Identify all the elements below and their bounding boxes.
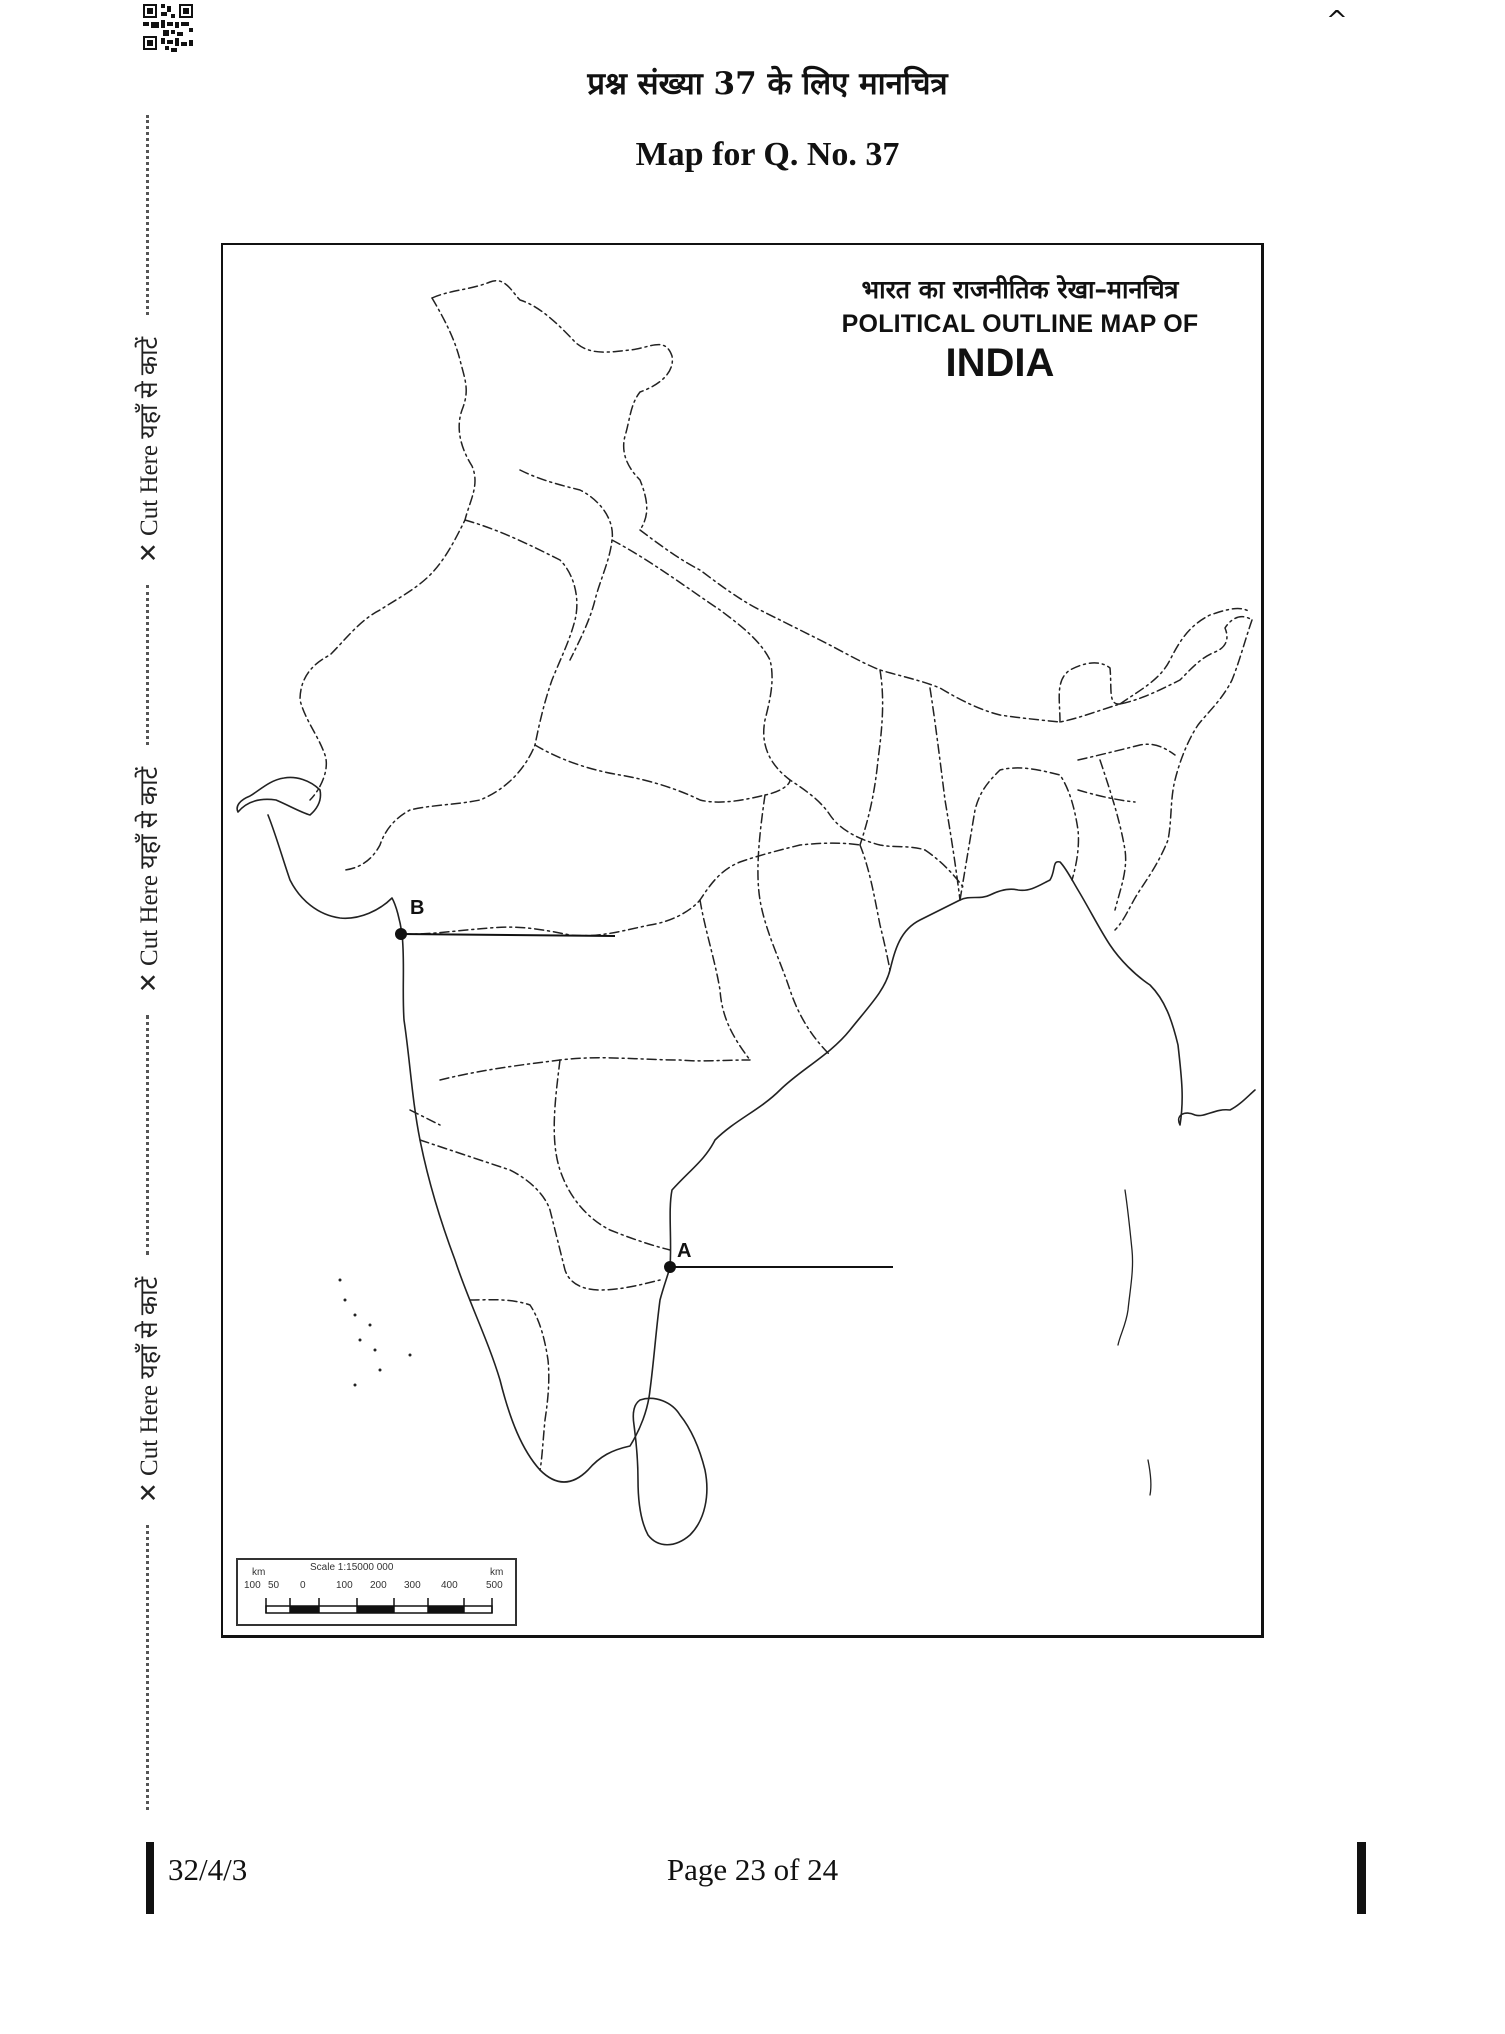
coastline-west [268,815,960,1482]
sri-lanka-outline [633,1398,707,1544]
scale-tick-label: 100 [336,1580,353,1591]
boundary-assam [1078,744,1175,910]
scale-unit-left: km [252,1567,266,1578]
boundary-odisha [860,845,890,970]
map-title-line1: POLITICAL OUTLINE MAP OF [841,310,1199,338]
cut-here-label: ✕ Cut Here यहाँ से काटें [136,1276,164,1504]
marker-b-point [395,928,407,940]
marker-a-label: A [677,1240,692,1262]
page-title-english: Map for Q. No. 37 [635,136,900,173]
boundary-bihar-jharkhand [860,670,965,900]
boundary-kerala-tn [470,1300,549,1470]
marker-b-leader-line [401,934,615,936]
scale-tick-label: 50 [268,1580,280,1591]
scale-unit-right: km [490,1567,504,1578]
scale-tick-label: 300 [404,1580,421,1591]
marker-a-point [664,1261,676,1273]
scale-tick-label: 200 [370,1580,387,1591]
boundary-karnataka [420,1140,660,1290]
nicobar-islands [1148,1460,1151,1495]
map-title [790,272,1250,386]
boundary-up [612,540,925,850]
boundary-telangana [554,1060,670,1250]
boundary-bangladesh [960,768,1078,900]
boundary-punjab-haryana [520,470,612,660]
page-title-hindi: प्रश्न संख्या 37 के लिए मानचित्र [587,66,948,102]
boundary-north-west [300,298,475,800]
map-scale-bar [236,1558,517,1626]
boundary-goa [410,1110,440,1125]
scale-title: Scale 1:15000 000 [310,1562,394,1573]
scale-tick-label: 0 [300,1580,306,1591]
paper-code: 32/4/3 [168,1852,248,1887]
boundary-maharashtra [440,1058,750,1080]
scale-bar-graphic [236,1558,517,1626]
cut-here-label: ✕ Cut Here यहाँ से काटें [136,336,164,564]
andaman-islands [1118,1190,1133,1345]
map-title-hindi: भारत का राजनीतिक रेखा–मानचित्र [861,275,1179,304]
map-title-line2: INDIA [945,341,1055,385]
marker-b-label: B [410,897,425,919]
boundary-mp [535,745,790,802]
scale-tick-label: 500 [486,1580,503,1591]
boundary-meghalaya [1078,790,1135,802]
scroll-up-caret[interactable]: ^ [1326,6,1348,36]
boundary-rajasthan [345,520,577,870]
boundary-kashmir [432,281,672,530]
boundary-arunachal [1120,609,1250,704]
scale-tick-label: 400 [441,1580,458,1591]
coastline-bengal [960,862,1255,1125]
footer-right-bar [1357,1842,1366,1914]
cut-here-label: ✕ Cut Here यहाँ से काटें [136,766,164,994]
boundary-himalaya [640,530,1252,722]
boundary-northeast [1115,620,1252,930]
boundary-mp-south [402,843,860,936]
boundary-chhattisgarh [700,795,830,1060]
lakshadweep-islands [339,1279,412,1387]
page-number: Page 23 of 24 [666,1852,839,1887]
scale-tick-label: 100 [244,1580,261,1591]
coastline-gujarat [237,778,320,816]
